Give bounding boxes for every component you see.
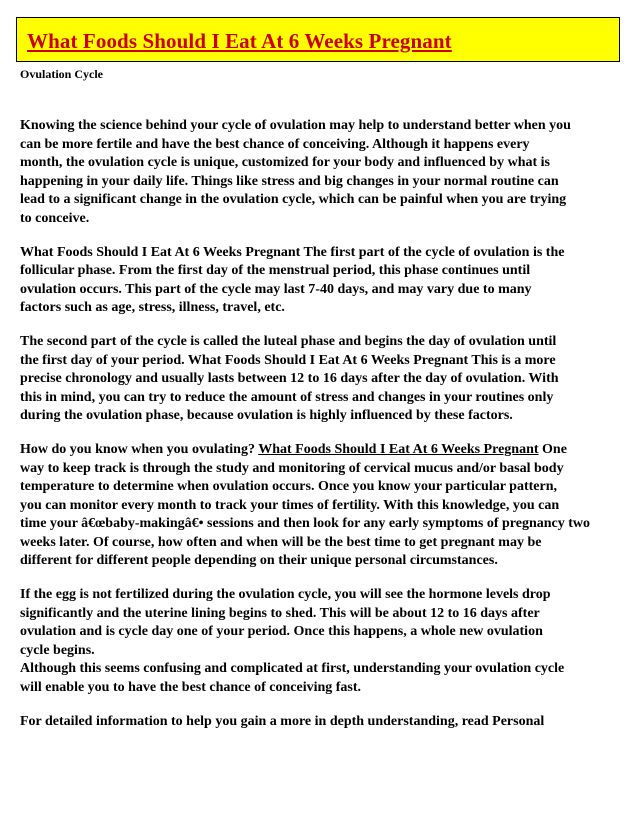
paragraph-line: precise chronology and usually lasts between 12 to 16 days after the day of ovulation. With <box>20 371 559 387</box>
paragraph-line: the first day of your period. What Foods Should I Eat At 6 Weeks Pregnant This is a more <box>20 352 556 368</box>
paragraph-line: ovulation and is cycle day one of your period. Once this happens, a whole new ovulation <box>20 624 543 640</box>
paragraph-line: ovulation occurs. This part of the cycle may last 7-40 days, and may vary due to many <box>20 281 532 297</box>
line-text: One <box>538 441 567 457</box>
article-link[interactable]: What Foods Should I Eat At 6 Weeks Pregnant <box>258 441 539 457</box>
paragraph-line: follicular phase. From the first day of the menstrual period, this phase continues until <box>20 263 531 279</box>
paragraph-line: this in mind, you can try to reduce the amount of stress and changes in your routines only <box>20 389 554 405</box>
paragraph-line: can be more fertile and have the best chance of conceiving. Although it happens every <box>20 136 530 152</box>
paragraph-line: What Foods Should I Eat At 6 Weeks Pregnant The first part of the cycle of ovulation is the <box>20 244 565 260</box>
paragraph-line: month, the ovulation cycle is unique, customized for your body and influenced by what is <box>20 155 550 171</box>
paragraph-line: Knowing the science behind your cycle of ovulation may help to understand better when you <box>20 118 571 133</box>
paragraph-line: will enable you to have the best chance of conceiving fast. <box>20 680 362 696</box>
paragraph-line: different for different people depending on their unique personal circumstances. <box>20 553 498 569</box>
paragraph-line: time your â€œbaby-makingâ€• sessions and then look for any early symptoms of pregnancy two <box>20 516 591 532</box>
section-subtitle: Ovulation Cycle <box>20 67 103 81</box>
paragraph-line: temperature to determine when ovulation occurs. Once you know your particular pattern, <box>20 479 558 495</box>
paragraph-line: factors such as age, stress, illness, travel, etc. <box>20 300 285 316</box>
title-banner <box>16 17 620 62</box>
paragraph-line: significantly and the uterine lining begins to shed. This will be about 12 to 16 days after <box>20 605 540 621</box>
paragraph <box>20 333 634 426</box>
paragraph-line <box>20 441 634 460</box>
paragraph-line: lead to a significant change in the ovulation cycle, which can be painful when you are trying <box>20 192 567 208</box>
paragraph-line: happening in your daily life. Things like stress and big changes in your normal routine can <box>20 173 559 189</box>
paragraph-line: For detailed information to help you gain a more in depth understanding, read Personal <box>20 713 545 729</box>
paragraph <box>20 244 634 318</box>
paragraph-line: cycle begins. <box>20 642 95 658</box>
paragraph-line: The second part of the cycle is called the luteal phase and begins the day of ovulation until <box>20 333 557 349</box>
paragraph-line: during the ovulation phase, because ovulation is highly influenced by these factors. <box>20 408 513 424</box>
page-title: What Foods Should I Eat At 6 Weeks Pregnant <box>27 29 452 53</box>
paragraph-line: Although this seems confusing and complicated at first, understanding your ovulation cycle <box>20 661 565 677</box>
paragraph <box>20 713 634 732</box>
paragraph <box>20 586 634 698</box>
article-body <box>20 117 634 746</box>
paragraph-line: weeks later. Of course, how often and when will be the best time to get pregnant may be <box>20 534 542 550</box>
paragraph-line: way to keep track is through the study and monitoring of cervical mucus and/or basal body <box>20 460 564 476</box>
paragraph <box>20 441 634 571</box>
paragraph-line: you can monitor every month to track your times of fertility. With this knowledge, you can <box>20 497 560 513</box>
paragraph-line: to conceive. <box>20 210 90 226</box>
line-text: How do you know when you ovulating? <box>20 441 259 457</box>
paragraph-line: If the egg is not fertilized during the ovulation cycle, you will see the hormone levels drop <box>20 587 551 603</box>
paragraph <box>20 117 634 229</box>
